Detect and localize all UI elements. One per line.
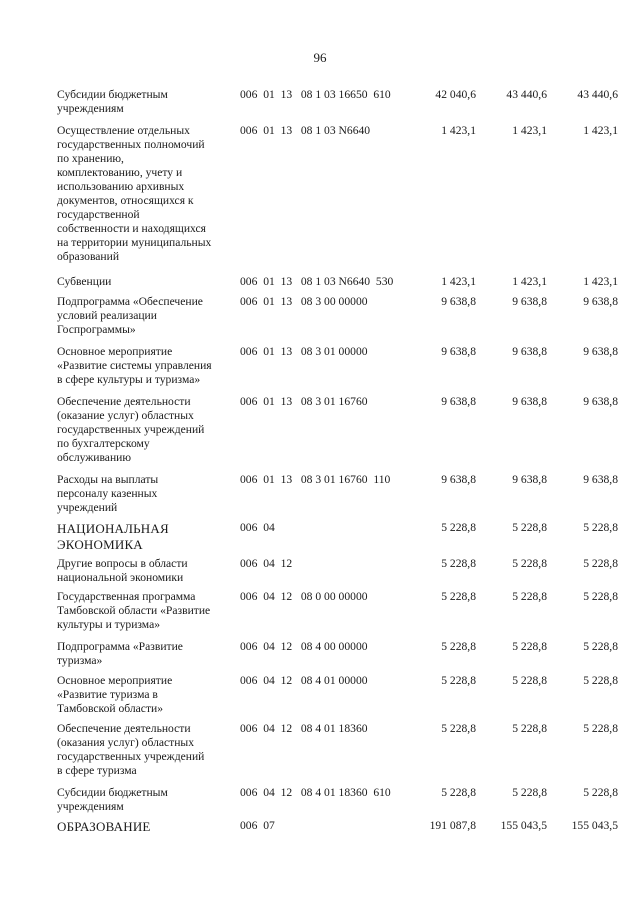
row-value-2: 9 638,8 (512, 395, 547, 408)
row-value-3: 5 228,8 (583, 674, 618, 687)
row-name: Государственная программа Тамбовской области «Развитие культуры и туризма» (57, 590, 211, 631)
row-value-1: 5 228,8 (441, 521, 476, 534)
row-value-1: 5 228,8 (441, 590, 476, 603)
row-name: Субвенции (57, 275, 112, 288)
row-value-2: 5 228,8 (512, 674, 547, 687)
row-value-3: 9 638,8 (583, 295, 618, 308)
row-value-3: 5 228,8 (583, 557, 618, 570)
row-value-2: 1 423,1 (512, 275, 547, 288)
row-value-2: 43 440,6 (506, 88, 547, 101)
row-value-1: 9 638,8 (441, 295, 476, 308)
row-name: Субсидии бюджетным учреждениям (57, 88, 168, 115)
row-value-3: 5 228,8 (583, 590, 618, 603)
row-value-3: 9 638,8 (583, 473, 618, 486)
page-number: 96 (313, 50, 327, 65)
row-value-1: 9 638,8 (441, 473, 476, 486)
row-name: Субсидии бюджетным учреждениям (57, 786, 168, 813)
row-name: Основное мероприятие «Развитие системы управления в сфере культуры и туризма» (57, 345, 212, 386)
row-code: 006 04 12 08 4 00 00000 (240, 640, 368, 653)
row-value-3: 5 228,8 (583, 640, 618, 653)
row-value-3: 1 423,1 (583, 275, 618, 288)
row-value-1: 5 228,8 (441, 557, 476, 570)
row-code: 006 04 12 08 4 01 18360 (240, 722, 368, 735)
row-value-3: 5 228,8 (583, 722, 618, 735)
row-value-3: 1 423,1 (583, 124, 618, 137)
row-name: Обеспечение деятельности (оказание услуг) областных государственных учреждений по бухгалтерскому обслуживанию (57, 395, 205, 464)
row-value-1: 42 040,6 (435, 88, 476, 101)
row-value-1: 9 638,8 (441, 345, 476, 358)
row-value-2: 5 228,8 (512, 722, 547, 735)
row-value-2: 1 423,1 (512, 124, 547, 137)
row-name: Расходы на выплаты персоналу казенных учреждений (57, 473, 159, 514)
row-name: Подпрограмма «Обеспечение условий реализации Госпрограммы» (57, 295, 203, 336)
row-value-2: 5 228,8 (512, 521, 547, 534)
row-value-1: 5 228,8 (441, 640, 476, 653)
row-value-2: 9 638,8 (512, 295, 547, 308)
row-code: 006 04 12 08 4 01 18360 610 (240, 786, 391, 799)
row-value-3: 5 228,8 (583, 521, 618, 534)
row-value-3: 155 043,5 (571, 819, 618, 832)
row-value-2: 155 043,5 (500, 819, 547, 832)
row-code: 006 01 13 08 1 03 16650 610 (240, 88, 391, 101)
row-value-3: 43 440,6 (577, 88, 618, 101)
row-name: НАЦИОНАЛЬНАЯ ЭКОНОМИКА (57, 521, 169, 552)
row-name: Основное мероприятие «Развитие туризма в Тамбовской области» (57, 674, 173, 715)
row-code: 006 04 (240, 521, 275, 534)
row-code: 006 04 12 08 4 01 00000 (240, 674, 368, 687)
row-value-1: 1 423,1 (441, 124, 476, 137)
row-value-1: 5 228,8 (441, 722, 476, 735)
row-value-1: 5 228,8 (441, 786, 476, 799)
row-code: 006 01 13 08 3 01 16760 (240, 395, 368, 408)
row-value-1: 1 423,1 (441, 275, 476, 288)
row-code: 006 01 13 08 3 00 00000 (240, 295, 368, 308)
row-code: 006 01 13 08 1 03 N6640 530 (240, 275, 394, 288)
row-value-2: 5 228,8 (512, 557, 547, 570)
row-value-3: 5 228,8 (583, 786, 618, 799)
row-value-1: 9 638,8 (441, 395, 476, 408)
row-name: Осуществление отдельных государственных полномочий по хранению, комплектованию, учету и использованию архивных документов, относящихся к государственной собственности и находящихся на территории муниципальных образований (57, 124, 212, 263)
row-value-2: 9 638,8 (512, 345, 547, 358)
row-code: 006 01 13 08 1 03 N6640 (240, 124, 371, 137)
row-name: ОБРАЗОВАНИЕ (57, 819, 151, 834)
row-value-3: 9 638,8 (583, 345, 618, 358)
row-code: 006 04 12 (240, 557, 293, 570)
row-code: 006 01 13 08 3 01 00000 (240, 345, 368, 358)
row-value-2: 5 228,8 (512, 640, 547, 653)
row-value-3: 9 638,8 (583, 395, 618, 408)
row-name: Обеспечение деятельности (оказания услуг) областных государственных учреждений в сфере туризма (57, 722, 205, 777)
row-code: 006 04 12 08 0 00 00000 (240, 590, 368, 603)
row-name: Подпрограмма «Развитие туризма» (57, 640, 183, 667)
row-value-2: 5 228,8 (512, 786, 547, 799)
row-value-2: 5 228,8 (512, 590, 547, 603)
row-code: 006 07 (240, 819, 275, 832)
row-value-1: 191 087,8 (429, 819, 476, 832)
row-value-2: 9 638,8 (512, 473, 547, 486)
row-value-1: 5 228,8 (441, 674, 476, 687)
row-code: 006 01 13 08 3 01 16760 110 (240, 473, 391, 486)
row-name: Другие вопросы в области национальной экономики (57, 557, 188, 584)
